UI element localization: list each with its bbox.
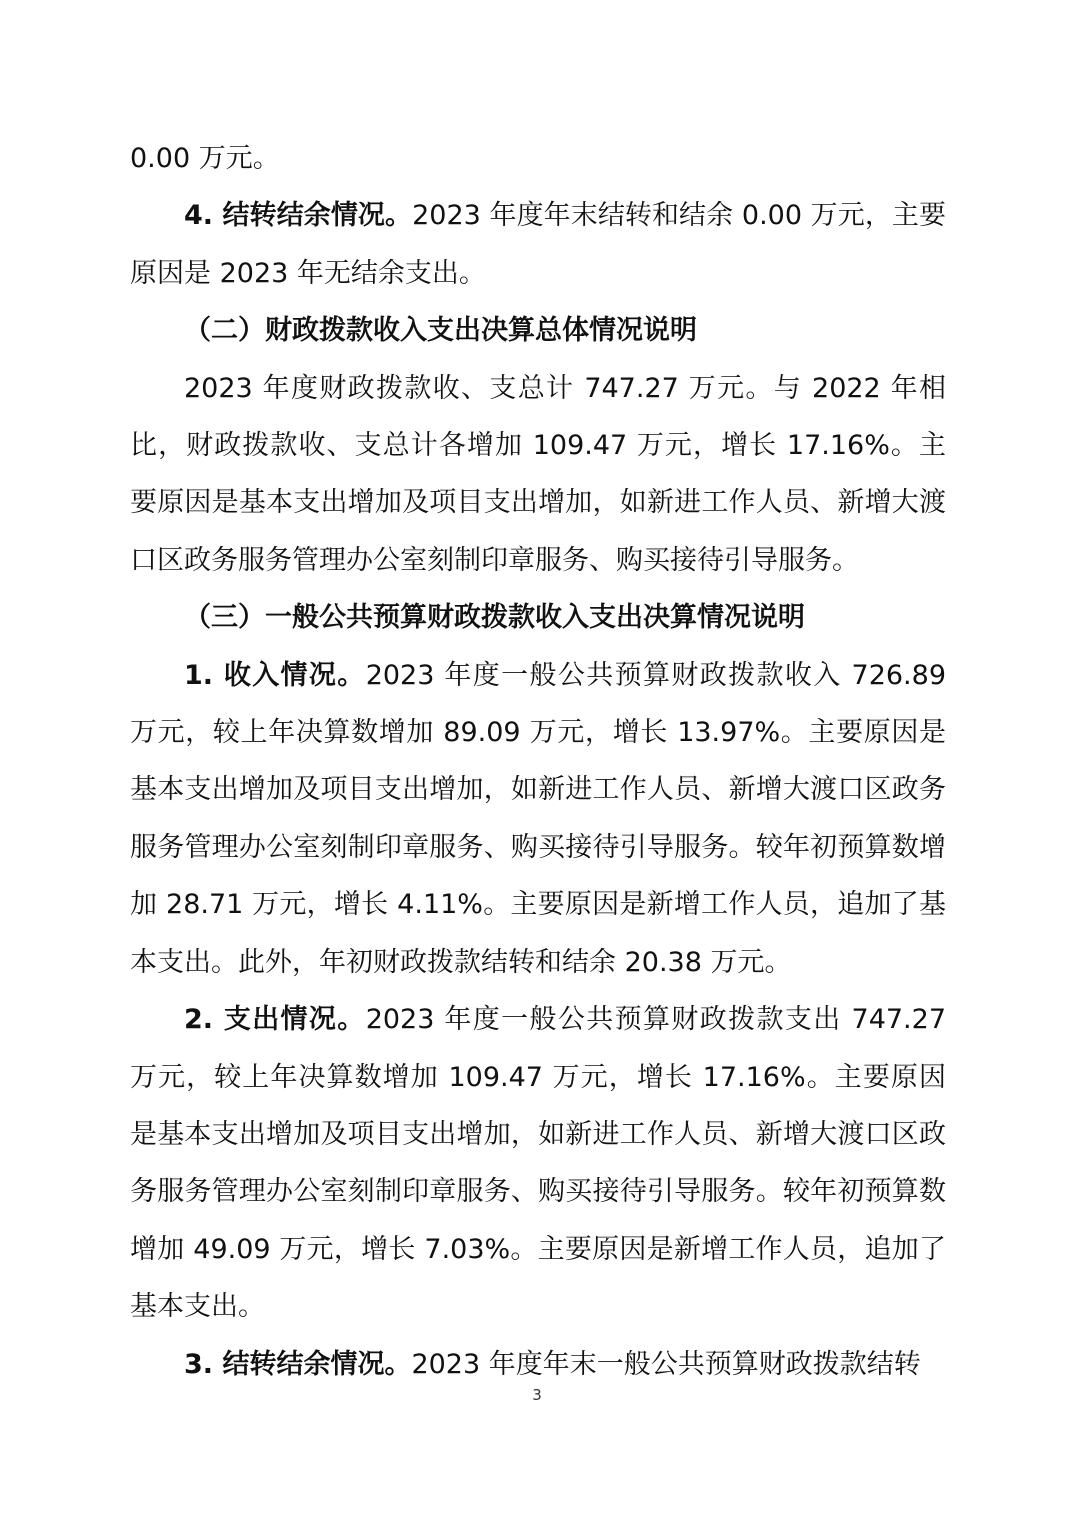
paragraph-lead: 1. 收入情况。 — [184, 659, 366, 691]
page-number: 3 — [532, 1386, 542, 1404]
paragraph-fiscal-overall: 2023 年度财政拨款收、支总计 747.27 万元。与 2022 年相比，财政拨款收、支总计各增加 109.47 万元，增长 17.16%。主要原因是基本支出增加及项目支出增加，如新进工作人员、新增大渡口区政务服务管理办公室刻制印章服务、购买接待引导服务。 — [130, 372, 946, 576]
paragraph-expenditure: 2. 支出情况。2023 年度一般公共预算财政拨款支出 747.27 万元，较上年决算数增加 109.47 万元，增长 17.16%。主要原因是基本支出增加及项目支出增加，如新进工作人员、新增大渡口区政务服务管理办公室刻制印章服务、购买接待引导服务。较年初预算数增加 49.09 万元，增长 7.03%。主要原因是新增工作人员，追加了基本支出。 — [130, 1004, 946, 1323]
paragraph-lead: 2. 支出情况。 — [184, 1004, 366, 1036]
section-heading-fiscal-overall: （二）财政拨款收入支出决算总体情况说明 — [184, 315, 697, 347]
paragraph-lead: 4. 结转结余情况。 — [184, 200, 413, 232]
paragraph-continuation: 0.00 万元。 — [130, 143, 280, 174]
section-heading-general-budget: （三）一般公共预算财政拨款收入支出决算情况说明 — [184, 602, 805, 634]
paragraph-carryover-balance: 4. 结转结余情况。2023 年度年末结转和结余 0.00 万元，主要原因是 2023 年无结余支出。 — [130, 200, 946, 289]
paragraph-income: 1. 收入情况。2023 年度一般公共预算财政拨款收入 726.89 万元，较上年决算数增加 89.09 万元，增长 13.97%。主要原因是基本支出增加及项目支出增加，如新进工作人员、新增大渡口区政务服务管理办公室刻制印章服务、购买接待引导服务。较年初预算数增加 28.71 万元，增长 4.11%。主要原因是新增工作人员，追加了基本支出。此外，年初财政拨款结转和结余 20.38 万元。 — [130, 659, 946, 978]
document-body — [130, 130, 946, 1393]
paragraph-lead: 3. 结转结余情况。 — [184, 1348, 412, 1380]
paragraph-general-carryover: 3. 结转结余情况。2023 年度年末一般公共预算财政拨款结转 — [184, 1348, 921, 1380]
